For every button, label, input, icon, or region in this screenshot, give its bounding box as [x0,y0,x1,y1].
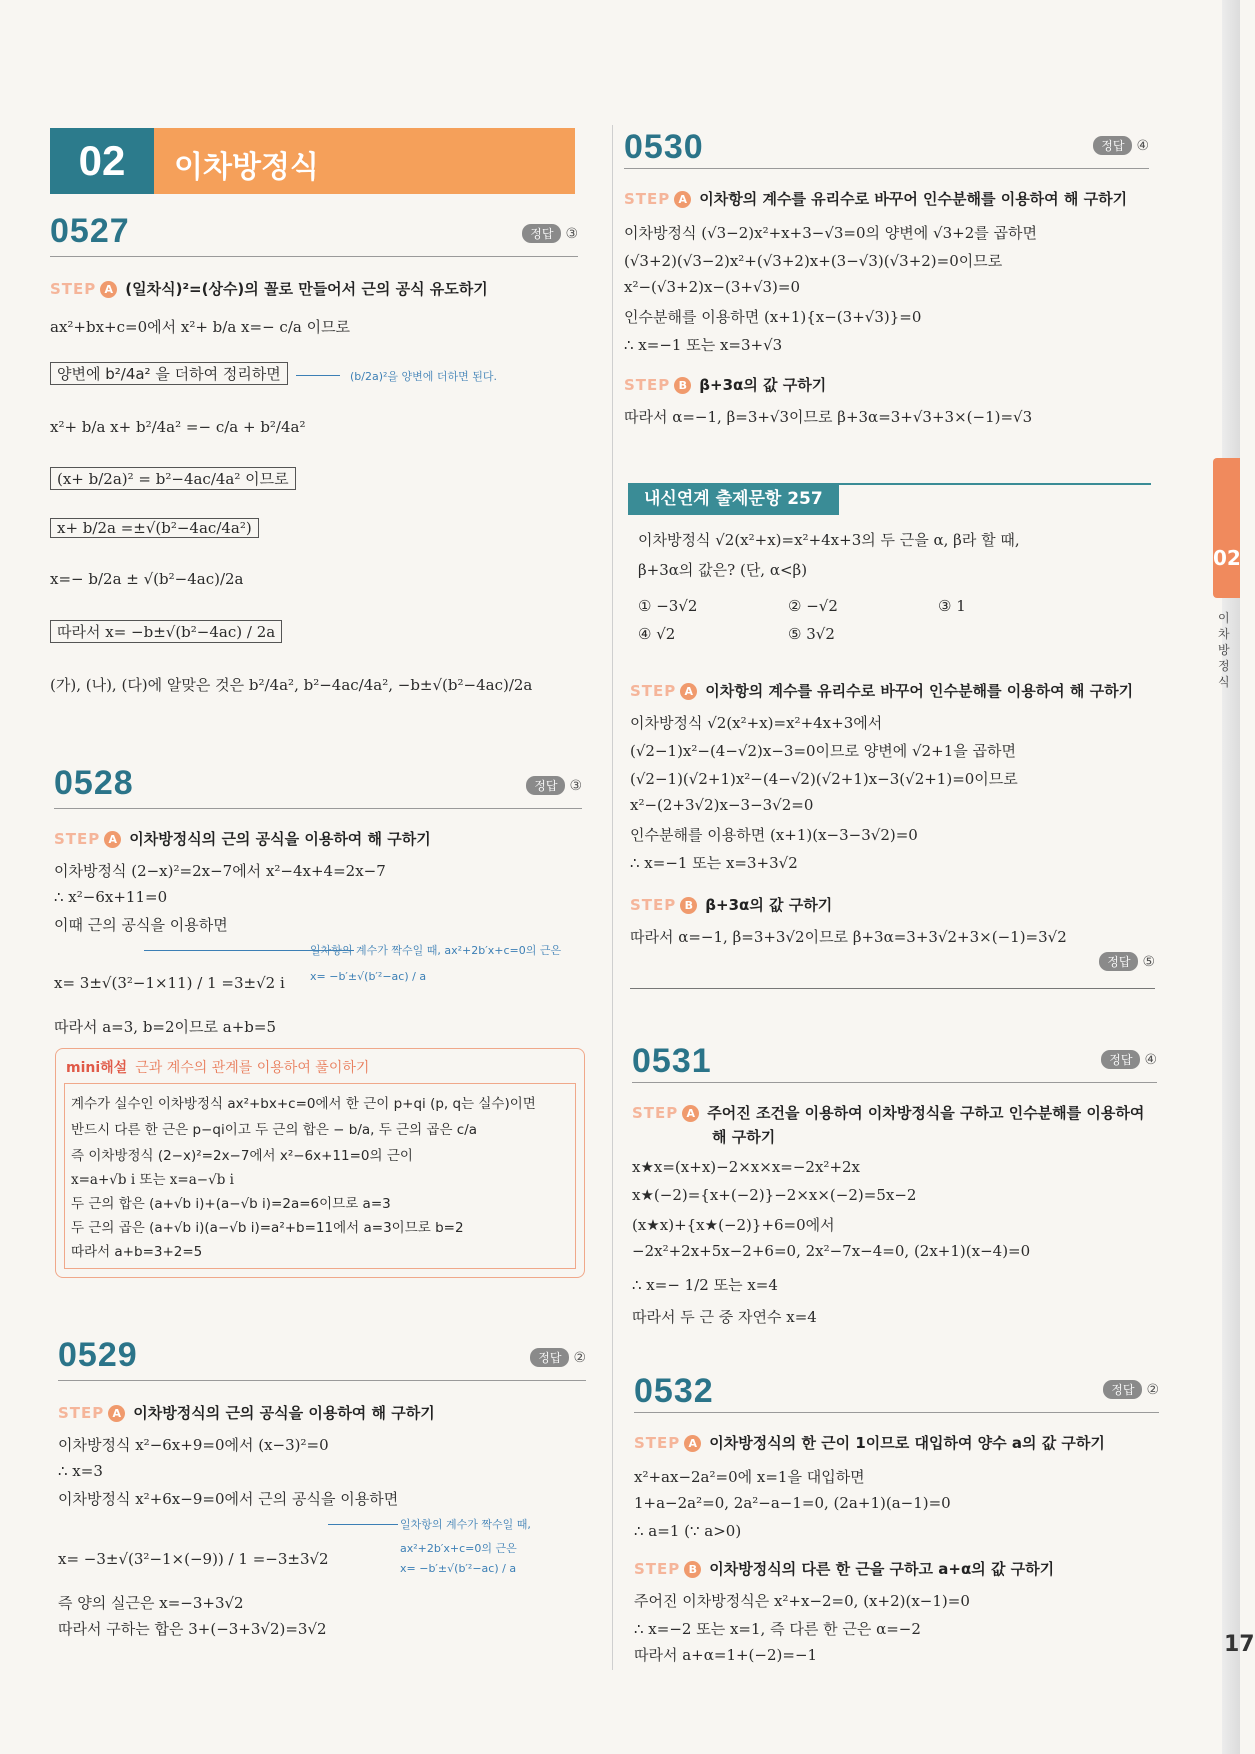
problem-number: 0529 [58,1336,138,1374]
step-tag: STEP [630,896,677,914]
section-rule [630,988,1155,989]
solution-line: 이차방정식 (2−x)²=2x−7에서 x²−4x+4=2x−7 [54,862,386,880]
answer-badge [1099,952,1155,971]
answer-value: ③ [565,226,578,242]
problem-rule [632,1082,1157,1083]
step-title: 주어진 조건을 이용하여 이차방정식을 구하고 인수분해를 이용하여 [707,1104,1145,1122]
problem-rule [50,256,578,257]
solution-line: 1+a−2a²=0, 2a²−a−1=0, (2a+1)(a−1)=0 [634,1494,951,1512]
boxed-term: 양변에 b²/4a² 을 더하여 정리하면 [50,362,288,385]
solution-line: x= −3±√(3²−1×(−9)) / 1 =−3±3√2 [58,1550,329,1568]
answer-badge [1103,1380,1159,1399]
problem-number: 0527 [50,212,130,250]
solution-line: 따라서 α=−1, β=3+√3이므로 β+3α=3+√3+3×(−1)=√3 [624,408,1033,426]
mini-line: 두 근의 곱은 (a+√b i)(a−√b i)=a²+b=11에서 a=3이므로 b=2 [71,1220,464,1236]
problem-0532 [634,1372,1159,1672]
chapter-banner [50,128,575,194]
step-title: 이차방정식의 근의 공식을 이용하여 해 구하기 [133,1404,435,1422]
answer-label: 정답 [522,224,561,243]
solution-line: (x★x)+{x★(−2)}+6=0에서 [632,1216,835,1234]
step-title: 이차방정식의 한 근이 1이므로 대입하여 양수 a의 값 구하기 [709,1434,1105,1452]
answer-badge [530,1348,586,1367]
formula-note: ax²+2b′x+c=0의 근은 [400,1542,517,1555]
answer-value: ② [573,1350,586,1366]
answer-label: 정답 [1093,136,1132,155]
formula-note: 일차항의 계수가 짝수일 때, ax²+2b′x+c=0의 근은 [310,944,562,957]
solution-line: −2x²+2x+5x−2+6=0, 2x²−7x−4=0, (2x+1)(x−4)=0 [632,1242,1031,1260]
solution-line: x★(−2)={x+(−2)}−2×x×(−2)=5x−2 [632,1186,917,1204]
mini-line: 반드시 다른 한 근은 p−qi이고 두 근의 합은 − b/a, 두 근의 곱은 c/a [71,1122,478,1138]
problem-0529 [58,1336,586,1646]
solution-line: (√2−1)x²−(4−√2)x−3=0이므로 양변에 √2+1을 곱하면 [630,742,1016,760]
answer-label: 정답 [526,776,565,795]
answer-value: ④ [1136,138,1149,154]
solution-line: x²−(√3+2)x−(3+√3)=0 [624,278,801,296]
mini-line: x=a+√b i 또는 x=a−√b i [71,1172,234,1188]
formula-note: 일차항의 계수가 짝수일 때, [400,1518,531,1531]
answer-badge [1101,1050,1157,1069]
step-tag: STEP [50,280,97,298]
solution-line: x★x=(x+x)−2×x×x=−2x²+2x [632,1158,861,1176]
problem-rule [58,1380,586,1381]
note-arrow [328,1524,398,1525]
related-exam-problem [628,483,1151,653]
step-tag: STEP [634,1560,681,1578]
mini-line: 계수가 실수인 이차방정식 ax²+bx+c=0에서 한 근이 p+qi (p, q는 실수)이면 [71,1096,536,1112]
solution-line: 따라서 a=3, b=2이므로 a+b=5 [54,1018,277,1036]
solution-line: ∴ x=−1 또는 x=3+3√2 [630,854,798,872]
question-line: β+3α의 값은? (단, α<β) [638,561,808,579]
formula-note: x= −b′±√(b′²−ac) / a [400,1562,517,1575]
answer-value: ④ [1144,1052,1157,1068]
solution-line: 이차방정식 (√3−2)x²+x+3−√3=0의 양변에 √3+2를 곱하면 [624,224,1037,242]
answer-value: ② [1146,1382,1159,1398]
solution-line: 이차방정식 √2(x²+x)=x²+4x+3에서 [630,714,883,732]
step-title: β+3α의 값 구하기 [705,896,833,914]
related-tag: 내신연계 출제문항 257 [628,483,839,515]
step-title: 이차방정식의 근의 공식을 이용하여 해 구하기 [129,830,431,848]
formula-note: x= −b′±√(b′²−ac) / a [310,970,427,983]
step-b: STEP B 이차방정식의 다른 한 근을 구하고 a+α의 값 구하기 [634,1560,1055,1578]
solution-line: ∴ x=− 1/2 또는 x=4 [632,1276,778,1294]
problem-0527 [50,212,578,702]
solution-line [50,362,288,385]
related-solution [630,680,1155,990]
step-tag: STEP [624,376,671,394]
solution-line: 따라서 구하는 합은 3+(−3+3√2)=3√2 [58,1620,327,1638]
choice: ① −3√2 [638,597,698,615]
problem-number: 0528 [54,764,134,802]
choice: ② −√2 [788,597,838,615]
mini-title: mini해설 [66,1060,128,1076]
solution-line: 인수분해를 이용하면 (x+1)(x−3−3√2)=0 [630,826,918,844]
derivation-note: (b/2a)²을 양변에 더하면 된다. [350,370,498,383]
column-divider [612,125,613,1670]
page-number: 17 [1224,1632,1255,1657]
solution-line: (√3+2)(√3−2)x²+(√3+2)x+(3−√3)(√3+2)=0이므로 [624,252,1003,270]
choice: ④ √2 [638,625,676,643]
solution-line: ∴ x²−6x+11=0 [54,888,168,906]
mini-header [66,1057,369,1077]
answer-value: ③ [569,778,582,794]
problem-rule [634,1412,1159,1413]
step-a: STEP A 주어진 조건을 이용하여 이차방정식을 구하고 인수분해를 이용하여 [632,1104,1145,1122]
solution-line: ax²+bx+c=0에서 x²+ b/a x=− c/a 이므로 [50,318,351,336]
solution-line: 주어진 이차방정식은 x²+x−2=0, (x+2)(x−1)=0 [634,1592,970,1610]
answer-badge [1093,136,1149,155]
solution-line: 인수분해를 이용하면 (x+1){x−(3+√3)}=0 [624,308,922,326]
step-a: STEP A 이차방정식의 근의 공식을 이용하여 해 구하기 [58,1404,435,1422]
step-a: STEP A 이차방정식의 근의 공식을 이용하여 해 구하기 [54,830,431,848]
solution-line: ∴ x=3 [58,1462,103,1480]
solution-line: ∴ x=−2 또는 x=1, 즉 다른 한 근은 α=−2 [634,1620,921,1638]
step-title: 이차항의 계수를 유리수로 바꾸어 인수분해를 이용하여 해 구하기 [699,190,1128,208]
step-tag: STEP [624,190,671,208]
mini-subtitle: 근과 계수의 관계를 이용하여 풀이하기 [135,1060,370,1076]
note-arrow [296,375,340,376]
solution-line: x²+ax−2a²=0에 x=1을 대입하면 [634,1468,865,1486]
solution-line [50,620,282,643]
step-tag: STEP [54,830,101,848]
page-edge [1222,0,1240,1754]
solution-line: 따라서 a+α=1+(−2)=−1 [634,1646,818,1664]
step-title: 이차항의 계수를 유리수로 바꾸어 인수분해를 이용하여 해 구하기 [705,682,1134,700]
mini-line: 두 근의 합은 (a+√b i)+(a−√b i)=2a=6이므로 a=3 [71,1196,391,1212]
problem-0528 [54,764,582,1044]
answer-badge [526,776,582,795]
answer-label: 정답 [1103,1380,1142,1399]
boxed-term: x+ b/2a =±√(b²−4ac/4a²) [50,518,259,538]
chapter-title: 이차방정식 [174,150,319,185]
problem-number: 0530 [624,128,704,166]
mini-body [64,1083,576,1269]
step-b: STEP B β+3α의 값 구하기 [624,376,827,394]
solution-line: x²−(2+3√2)x−3−3√2=0 [630,796,814,814]
step-a: STEP A 이차방정식의 한 근이 1이므로 대입하여 양수 a의 값 구하기 [634,1434,1105,1452]
answer-label: 정답 [1099,952,1138,971]
answer-label: 정답 [530,1348,569,1367]
step-title: β+3α의 값 구하기 [699,376,827,394]
boxed-term: 따라서 x= −b±√(b²−4ac) / 2a [50,620,282,643]
problem-0530 [624,128,1149,438]
mini-line: 따라서 a+b=3+2=5 [71,1244,203,1260]
step-tag: STEP [630,682,677,700]
solution-line: x= 3±√(3²−1×11) / 1 =3±√2 i [54,974,285,992]
solution-line: x=− b/2a ± √(b²−4ac)/2a [50,570,244,588]
solution-line: 이때 근의 공식을 이용하면 [54,916,228,934]
problem-number: 0531 [632,1042,712,1080]
answer-label: 정답 [1101,1050,1140,1069]
boxed-term: (x+ b/2a)² = b²−4ac/4a² 이므로 [50,467,296,490]
step-b: STEP B β+3α의 값 구하기 [630,896,833,914]
chapter-number: 02 [50,128,154,194]
solution-line: x²+ b/a x+ b²/4a² =− c/a + b²/4a² [50,418,306,436]
choice: ⑤ 3√2 [788,625,835,643]
step-tag: STEP [634,1434,681,1452]
step-title: 이차방정식의 다른 한 근을 구하고 a+α의 값 구하기 [709,1560,1055,1578]
step-a: STEP A 이차항의 계수를 유리수로 바꾸어 인수분해를 이용하여 해 구하기 [630,682,1134,700]
solution-line: 따라서 두 근 중 자연수 x=4 [632,1308,817,1326]
question-line: 이차방정식 √2(x²+x)=x²+4x+3의 두 근을 α, β라 할 때, [638,531,1020,549]
solution-line: ∴ a=1 (∵ a>0) [634,1522,742,1540]
problem-number: 0532 [634,1372,714,1410]
problem-rule [54,808,582,809]
step-tag: STEP [632,1104,679,1122]
solution-line: (√2−1)(√2+1)x²−(4−√2)(√2+1)x−3(√2+1)=0이므로 [630,770,1018,788]
step-a: STEP A 이차항의 계수를 유리수로 바꾸어 인수분해를 이용하여 해 구하기 [624,190,1128,208]
chapter-side-tab [1213,458,1240,598]
answer-badge [522,224,578,243]
solution-line: 즉 양의 실근은 x=−3+3√2 [58,1594,244,1612]
step-title: (일차식)²=(상수)의 꼴로 만들어서 근의 공식 유도하기 [125,280,488,298]
side-tab-label: 02 [1213,546,1241,570]
solution-line [50,518,259,538]
problem-rule [624,168,1149,169]
choice: ③ 1 [938,597,966,615]
solution-line: 이차방정식 x²+6x−9=0에서 근의 공식을 이용하면 [58,1490,399,1508]
side-chapter-text: 이차방정식 [1218,611,1230,689]
step-tag: STEP [58,1404,105,1422]
solution-line: 따라서 α=−1, β=3+3√2이므로 β+3α=3+3√2+3×(−1)=3√2 [630,928,1067,946]
solution-line: 이차방정식 x²−6x+9=0에서 (x−3)²=0 [58,1436,329,1454]
solution-line: (가), (나), (다)에 알맞은 것은 b²/4a², b²−4ac/4a², −b±√(b²−4ac)/2a [50,676,533,694]
mini-explanation [55,1048,585,1278]
step-a-cont: 해 구하기 [712,1128,776,1146]
answer-value: ⑤ [1142,954,1155,970]
step-a: STEP A (일차식)²=(상수)의 꼴로 만들어서 근의 공식 유도하기 [50,280,488,298]
solution-line [50,467,296,490]
mini-line: 즉 이차방정식 (2−x)²=2x−7에서 x²−6x+11=0의 근이 [71,1148,413,1164]
solution-line: ∴ x=−1 또는 x=3+√3 [624,336,783,354]
problem-0531 [632,1042,1157,1332]
